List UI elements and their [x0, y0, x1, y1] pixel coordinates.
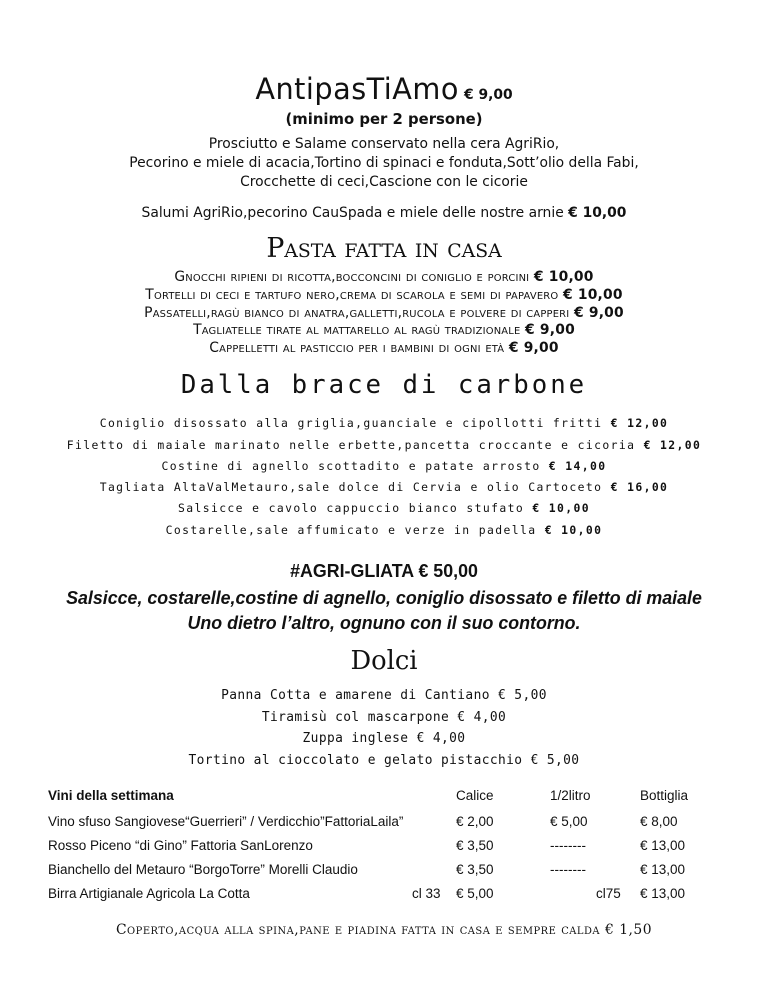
brace-item — [4, 459, 764, 473]
antipasti-minimo: (minimo per 2 persone) — [285, 110, 483, 128]
antipasti-desc-line: Pecorino e miele di acacia,Tortino di spinaci e fonduta,Sott’olio della Fabi, — [129, 155, 639, 171]
brace-item-name: Filetto di maiale marinato nelle erbette,pancetta croccante e cicoria — [66, 438, 636, 452]
wine-size-large: cl75 — [596, 886, 621, 901]
brace-item-price: € 10,00 — [532, 501, 591, 515]
brace-item-price: € 12,00 — [643, 438, 702, 452]
table-row — [0, 814, 768, 834]
brace-item-name: Coniglio disossato alla griglia,guanciale e cipollotti fritti — [99, 416, 603, 430]
dolci-item: Tiramisù col mascarpone € 4,00 — [261, 710, 507, 725]
pasta-item-name: Cappelletti al pasticcio per i bambini di ogni età — [209, 340, 505, 356]
pasta-item-name: Tagliatelle tirate al mattarello al ragù tradizionale — [193, 322, 521, 338]
brace-item — [4, 523, 764, 537]
wine-calice: € 3,50 — [456, 862, 494, 877]
table-row — [0, 838, 768, 858]
salumi-price: € 10,00 — [568, 205, 627, 221]
wine-calice: € 3,50 — [456, 838, 494, 853]
brace-item-name: Costarelle,sale affumicato e verze in padella — [165, 523, 537, 537]
pasta-item-name: Tortelli di ceci e tartufo nero,crema di scarola e semi di papavero — [145, 287, 559, 303]
wine-name: Bianchello del Metauro “BorgoTorre” Morelli Claudio — [48, 862, 358, 877]
wine-calice: € 5,00 — [456, 886, 494, 901]
wine-bottiglia: € 8,00 — [640, 814, 678, 829]
vini-header — [0, 788, 768, 808]
antipasti-desc-line: Prosciutto e Salame conservato nella cera AgriRio, — [208, 136, 560, 152]
vini-col-calice: Calice — [456, 788, 494, 803]
salumi-text: Salumi AgriRio,pecorino CauSpada e miele delle nostre arnie — [141, 205, 564, 221]
coperto-line: Coperto,acqua alla spina,pane e piadina fatta in casa e sempre calda € 1,50 — [115, 922, 653, 938]
brace-item — [4, 501, 764, 515]
brace-item — [4, 416, 764, 430]
wine-name: Rosso Piceno “di Gino” Fattoria SanLorenzo — [48, 838, 313, 853]
pasta-item-price: € 9,00 — [525, 322, 575, 338]
wine-bottiglia: € 13,00 — [640, 838, 686, 853]
table-row — [0, 862, 768, 882]
dolci-title: Dolci — [350, 646, 418, 676]
vini-title: Vini della settimana — [48, 788, 174, 803]
wine-name: Vino sfuso Sangiovese“Guerrieri” / Verdicchio”FattoriaLaila” — [48, 814, 404, 829]
brace-item — [4, 438, 764, 452]
antipasti-desc-line: Crocchette di ceci,Cascione con le cicorie — [240, 174, 528, 190]
brace-item — [4, 480, 764, 494]
agri-title: #AGRI-GLIATA € 50,00 — [290, 561, 478, 581]
pasta-item-price: € 10,00 — [533, 269, 594, 285]
pasta-item — [4, 287, 764, 303]
wine-name: Birra Artigianale Agricola La Cotta — [48, 886, 250, 901]
pasta-item-price: € 10,00 — [562, 287, 623, 303]
antipasti-title: AntipasTiAmo — [255, 72, 459, 106]
vini-col-litro: 1/2litro — [550, 788, 591, 803]
wine-litro: -------- — [550, 838, 586, 853]
wine-litro: -------- — [550, 862, 586, 877]
wine-calice: € 2,00 — [456, 814, 494, 829]
salumi-line — [4, 205, 764, 221]
brace-item-price: € 16,00 — [610, 480, 669, 494]
agri-desc-line: Salsicce, costarelle,costine di agnello, coniglio disossato e filetto di maiale — [66, 588, 702, 608]
pasta-item-name: Passatelli,ragù bianco di anatra,galletti,rucola e polvere di capperi — [144, 305, 570, 321]
pasta-item-price: € 9,00 — [508, 340, 559, 356]
brace-item-name: Costine di agnello scottadito e patate arrosto — [161, 459, 541, 473]
agri-desc-line: Uno dietro l’altro, ognuno con il suo contorno. — [187, 613, 581, 633]
brace-title: Dalla brace di carbone — [180, 370, 588, 400]
pasta-item — [4, 305, 764, 321]
wine-size-small: cl 33 — [412, 886, 441, 901]
antipasti-price: € 9,00 — [463, 87, 513, 103]
pasta-item — [4, 322, 764, 338]
pasta-title: Pasta fatta in casa — [266, 233, 502, 264]
wine-bottiglia: € 13,00 — [640, 886, 686, 901]
brace-item-name: Tagliata AltaValMetauro,sale dolce di Cervia e olio Cartoceto — [99, 480, 603, 494]
brace-item-price: € 10,00 — [544, 523, 603, 537]
dolci-item: Zuppa inglese € 4,00 — [302, 731, 466, 746]
pasta-item — [4, 269, 764, 285]
pasta-item-price: € 9,00 — [573, 305, 624, 321]
vini-col-bottiglia: Bottiglia — [640, 788, 689, 803]
brace-item-name: Salsicce e cavolo cappuccio bianco stufato — [177, 501, 525, 515]
dolci-item: Tortino al cioccolato e gelato pistacchio € 5,00 — [188, 753, 580, 768]
brace-item-price: € 14,00 — [548, 459, 607, 473]
brace-item-price: € 12,00 — [610, 416, 669, 430]
wine-bottiglia: € 13,00 — [640, 862, 686, 877]
antipasti-heading — [4, 72, 764, 106]
table-row — [0, 886, 768, 906]
dolci-item: Panna Cotta e amarene di Cantiano € 5,00 — [221, 688, 547, 703]
pasta-item — [4, 340, 764, 356]
pasta-item-name: Gnocchi ripieni di ricotta,bocconcini di coniglio e porcini — [174, 269, 530, 285]
wine-litro: € 5,00 — [550, 814, 588, 829]
